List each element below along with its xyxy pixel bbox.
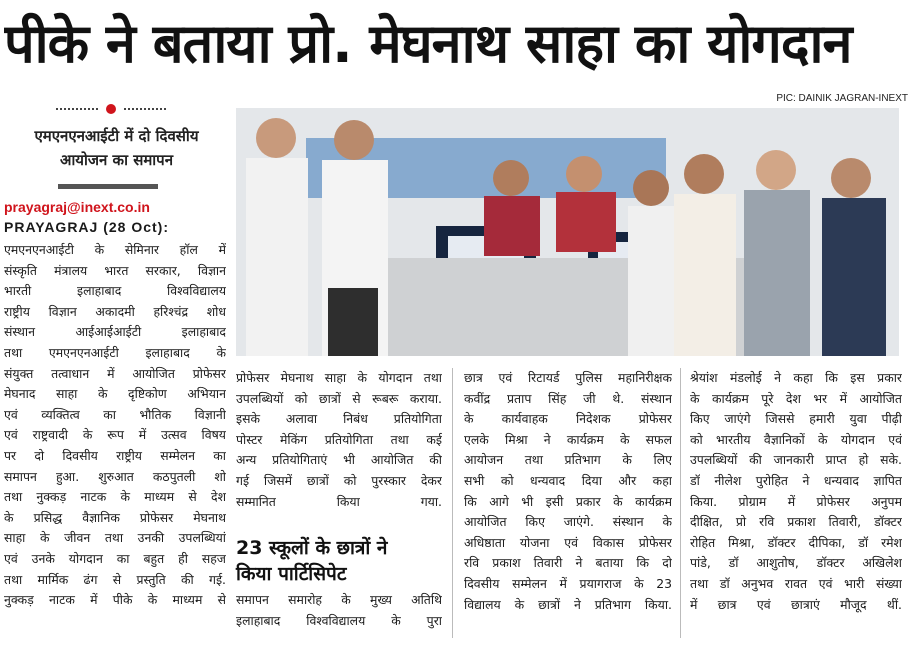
text-line: के कार्यक्रम पूरे देश भर में आयोजित — [690, 390, 902, 406]
text-line: इसके अलावा निबंध प्रतियोगिता — [236, 411, 442, 427]
text-line: इलाहाबाद विश्वविद्यालय के पुरा — [236, 612, 442, 628]
text-line: पर दो दिवसीय राष्ट्रीय सम्मेलन का — [4, 447, 226, 463]
text-line: तथा मार्मिक ढंग से प्रस्तुति की गई. — [4, 571, 226, 587]
text-line: अन्य प्रतियोगिताएं भी आयोजित की — [236, 452, 442, 468]
text-line: पोस्टर मेकिंग प्रतियोगिता तथा कई — [236, 431, 442, 447]
text-line: अधिष्ठाता योजना एवं विकास प्रोफेसर — [464, 534, 672, 550]
article-column-4 — [690, 368, 902, 615]
text-line: दीक्षित, प्रो रवि प्रकाश तिवारी, डॉक्टर — [690, 514, 902, 530]
text-line: सम्मानित किया गया. — [236, 493, 442, 509]
text-line: साहा के जीवन तथा उनकी उपलब्धियां — [4, 530, 226, 546]
text-line: नुक्कड़ नाटक में पीके के माध्यम से — [4, 592, 226, 608]
headline: पीके ने बताया प्रो. मेघनाथ साहा का योगदान — [4, 12, 852, 75]
text-line: एमएनएनआईटी के सेमिनार हॉल में — [4, 242, 226, 257]
text-line: डॉ नीलेश पुरोहित ने धन्यवाद ज्ञापित — [690, 472, 902, 488]
text-line: रवि प्रकाश तिवारी ने बताया कि दो — [464, 555, 672, 571]
kicker-line: आयोजन का समापन — [59, 151, 174, 169]
email-link[interactable]: prayagraj@inext.co.in — [4, 199, 150, 215]
text-line: कि आगे भी इसी प्रकार के कार्यक्रम — [464, 493, 672, 509]
text-line: के कार्यवाहक निदेशक प्रोफेसर — [464, 411, 672, 427]
text-line: आयोजित किए जाएंगे. संस्थान के — [464, 514, 672, 530]
text-line: के प्रसिद्ध वैज्ञानिक प्रोफेसर मेघनाथ — [4, 509, 226, 525]
kicker-ornament — [56, 104, 166, 114]
text-line: संस्कृति मंत्रालय भारत सरकार, विज्ञान — [4, 262, 226, 278]
kicker-line: एमएनएनआईटी में दो दिवसीय — [34, 127, 199, 145]
text-line: संस्थान आईआईआईटी इलाहाबाद — [4, 324, 226, 340]
text-line: मेघनाद साहा के दृष्टिकोण अभियान — [4, 386, 226, 402]
text-line: तथा नुक्कड़ नाटक के माध्यम से देश — [4, 489, 226, 505]
text-line: गई जिसमें छात्रों को पुरस्कार देकर — [236, 472, 442, 488]
text-line: किया. प्रोग्राम में प्रोफेसर अनुपम — [690, 493, 902, 509]
text-line: सभी को धन्यवाद दिया और कहा — [464, 472, 672, 488]
article-column-3 — [464, 368, 672, 615]
text-line: तथा एमएनएनआईटी इलाहाबाद के — [4, 344, 226, 360]
text-line: किए जाएंगे जिससे हमारी युवा पीढ़ी — [690, 411, 902, 427]
text-line: समापन समारोह के मुख्य अतिथि — [236, 592, 442, 607]
text-line: उपलब्धियों को छात्रों से रूबरू कराया. — [236, 390, 442, 406]
red-dot-icon — [106, 104, 116, 114]
news-photo — [236, 108, 899, 356]
text-line: एलके मिश्रा ने कार्यक्रम के सफल — [464, 431, 672, 447]
text-line: दिवसीय सम्मेलन में प्रयागराज के 23 — [464, 575, 672, 591]
article-column-2 — [236, 368, 442, 512]
text-line: पांडे, डॉ आशुतोष, डॉक्टर अखिलेश — [690, 555, 902, 571]
photo-credit: PIC: DAINIK JAGRAN-INEXT — [776, 93, 908, 104]
text-line: विद्यालय के छात्रों ने प्रतिभाग किया. — [464, 596, 672, 612]
subheading-line: 23 स्कूलों के छात्रों ने — [236, 537, 388, 559]
text-line: रोहित मिश्रा, डॉक्टर दीपिका, डॉ रमेश — [690, 534, 902, 550]
text-line: एवं उनके योगदान का बहुत ही सहज — [4, 550, 226, 566]
text-line: में छात्र एवं छात्राएं मौजूद थीं. — [690, 596, 902, 612]
text-line: राष्ट्रीय विज्ञान अकादमी हरिश्चंद्र शोध — [4, 303, 226, 319]
text-line: तथा डॉ अनुभव रावत एवं भारी संख्या — [690, 575, 902, 591]
article-column-1 — [4, 240, 226, 611]
text-line: एवं व्यक्तित्व का भौतिक विज्ञानी — [4, 406, 226, 422]
divider — [58, 184, 158, 189]
column-divider — [680, 368, 681, 638]
text-line: एवं राष्ट्रवादी के रूप में उत्सव विषय — [4, 427, 226, 443]
subheading-line: किया पार्टिसिपेट — [236, 563, 347, 585]
column-divider — [452, 368, 453, 638]
dateline: PRAYAGRAJ (28 Oct): — [4, 219, 170, 235]
text-line: कवींद्र प्रताप सिंह जी थे. संस्थान — [464, 390, 672, 406]
article-column-2-continued — [236, 590, 442, 631]
text-line: संयुक्त तत्वाधान में आयोजित प्रोफेसर — [4, 365, 226, 381]
text-line: श्रेयांश मंडलोई ने कहा कि इस प्रकार — [690, 370, 902, 385]
text-line: आयोजन तथा प्रतिभाग के लिए — [464, 452, 672, 468]
text-line: उपलब्धियों की जानकारी प्राप्त हो सके. — [690, 452, 902, 468]
text-line: समापन हुआ. शुरुआत कठपुतली शो — [4, 468, 226, 484]
text-line: भारती इलाहाबाद विश्वविद्यालय — [4, 283, 226, 299]
kicker — [4, 124, 229, 172]
subheading — [236, 535, 456, 587]
text-line: को भारतीय वैज्ञानिकों के योगदान एवं — [690, 431, 902, 447]
text-line: प्रोफेसर मेघनाथ साहा के योगदान तथा — [236, 370, 442, 385]
text-line: छात्र एवं रिटायर्ड पुलिस महानिरीक्षक — [464, 370, 672, 385]
